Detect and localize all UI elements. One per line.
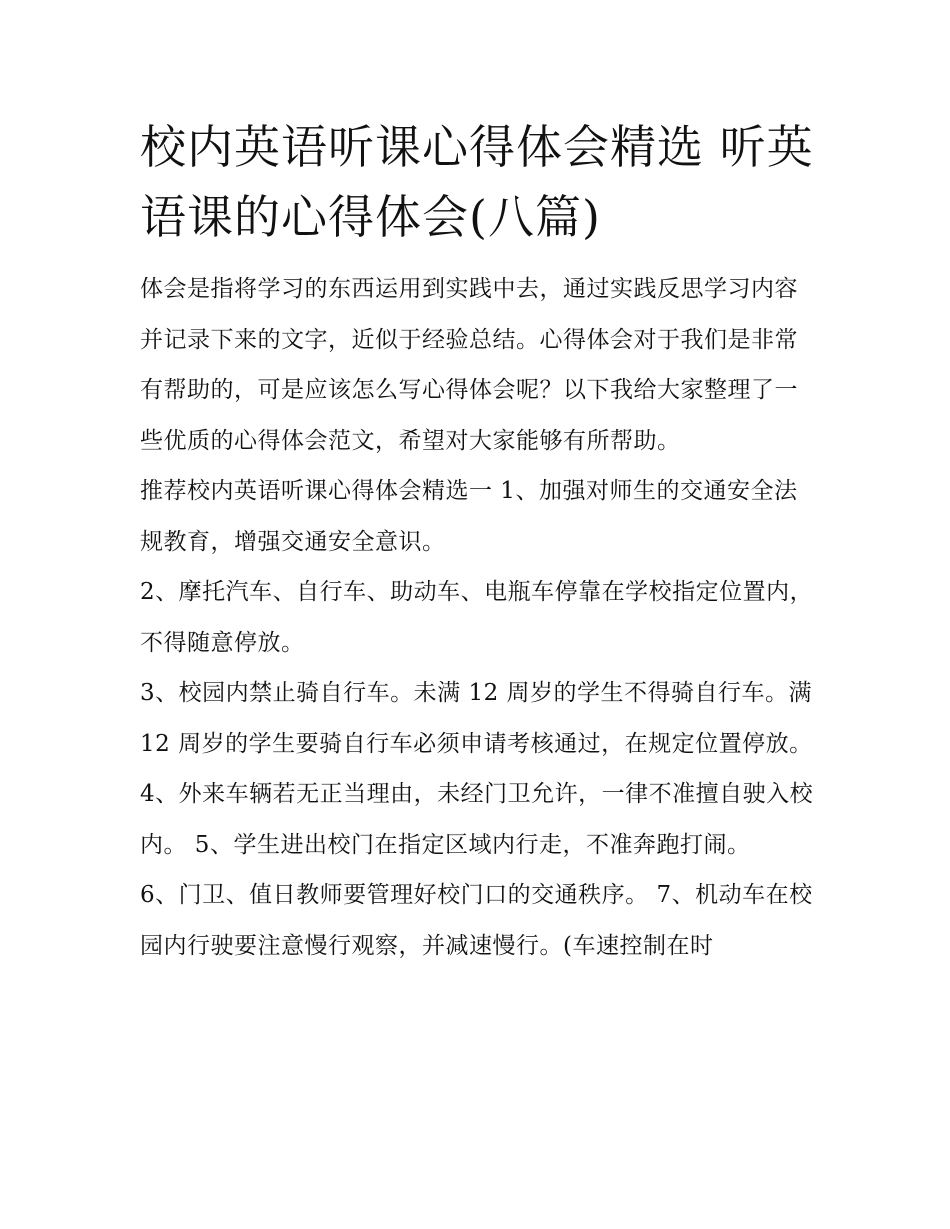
document-content (140, 112, 820, 971)
paragraph-item-2: 2、摩托汽车、自行车、助动车、电瓶车停靠在学校指定位置内，不得随意停放。 (140, 579, 814, 656)
document-title: 校内英语听课心得体会精选 听英语课的心得体会(八篇) (140, 120, 814, 244)
paragraph-item-3: 3、校园内禁止骑自行车。未满 12 周岁的学生不得骑自行车。满 12 周岁的学生要骑自行车必须申请考核通过，在规定位置停放。 (140, 680, 813, 757)
paragraph-item-6-7: 6、门卫、值日教师要管理好校门口的交通秩序。 7、机动车在校园内行驶要注意慢行观察，并减速慢行。(车速控制在时 (140, 882, 813, 959)
document-body (140, 264, 820, 971)
paragraph-item-4-5: 4、外来车辆若无正当理由，未经门卫允许，一律不准擅自驶入校内。 5、学生进出校门在指定区域内行走，不准奔跑打闹。 (140, 781, 814, 858)
paragraph-intro: 体会是指将学习的东西运用到实践中去，通过实践反思学习内容并记录下来的文字，近似于经验总结。心得体会对于我们是非常有帮助的，可是应该怎么写心得体会呢？以下我给大家整理了一些优质的心得体会范文，希望对大家能够有所帮助。 (140, 276, 798, 454)
paragraph-item-1: 推荐校内英语听课心得体会精选一 1、加强对师生的交通安全法规教育，增强交通安全意识。 (140, 478, 798, 555)
